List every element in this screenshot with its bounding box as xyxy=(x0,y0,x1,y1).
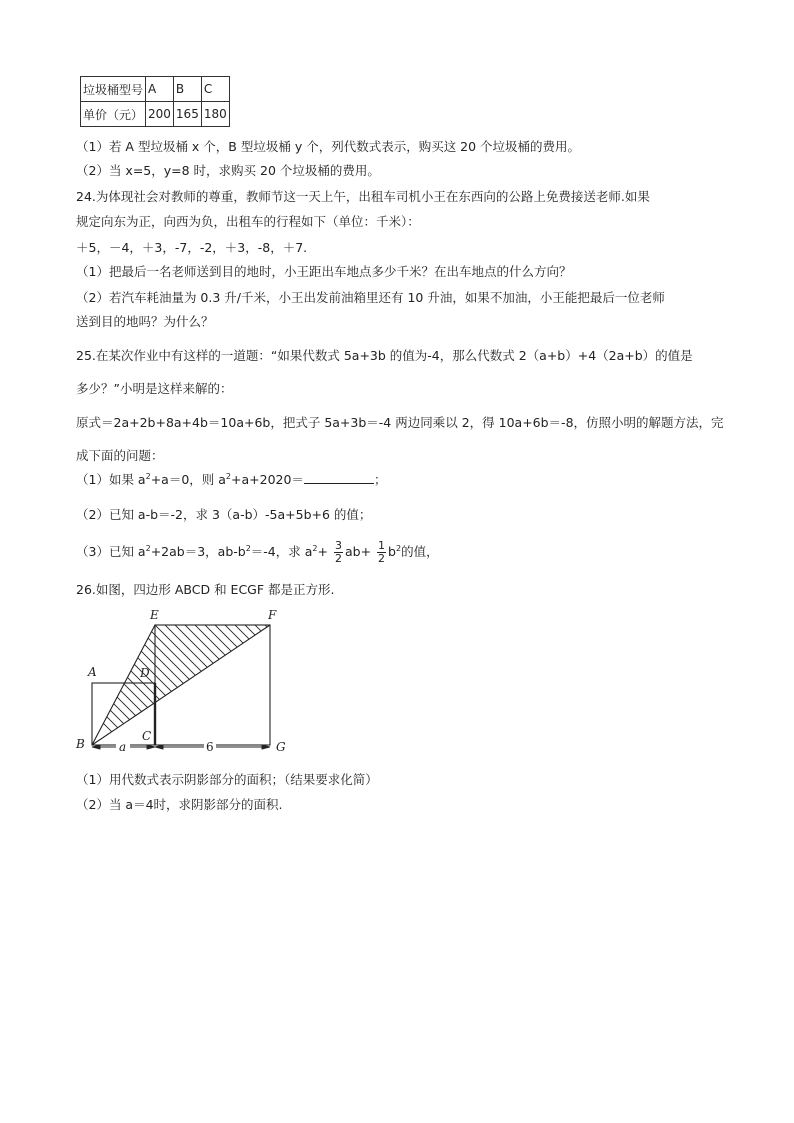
label-f-point: F xyxy=(268,608,277,622)
q25-part3 xyxy=(76,540,439,565)
text-segment: （3）已知 a xyxy=(76,544,146,559)
exponent: 2 xyxy=(312,543,318,553)
label-b-point: B xyxy=(76,737,85,751)
text-segment: 的值， xyxy=(401,544,439,559)
q24-stem-line2: 规定向东为正，向西为负，出租车的行程如下（单位：千米）： xyxy=(76,214,420,229)
q25-stem-line3: 原式＝2a+2b+8a+4b＝10a+6b，把式子 5a+3b＝-4 两边同乘以 2，得 10a+6b＝-8，仿照小明的解题方法，完 xyxy=(76,415,724,430)
exponent: 2 xyxy=(395,543,402,553)
q24-stem-line1: 24.为体现社会对教师的尊重，教师节这一天上午，出租车司机小王在东西向的公路上免费接送老师.如果 xyxy=(76,189,650,204)
exponent: 2 xyxy=(245,543,251,553)
label-side-six: 6 xyxy=(206,740,214,754)
q25-stem-line1: 25.在某次作业中有这样的一道题：“如果代数式 5a+3b 的值为-4，那么代数式 2（a+b）+4（2a+b）的值是 xyxy=(76,348,693,363)
text-segment: ； xyxy=(373,472,387,487)
q26-stem: 26.如图，四边形 ABCD 和 ECGF 都是正方形. xyxy=(76,582,335,597)
fraction-denominator: 2 xyxy=(378,552,386,565)
label-side-a: a xyxy=(119,740,127,754)
table-cell: 200 xyxy=(146,102,174,127)
label-d-point: D xyxy=(140,666,150,680)
q25-stem-line2: 多少？”小明是这样来解的： xyxy=(76,381,233,396)
label-a-point: A xyxy=(88,665,97,679)
exponent: 2 xyxy=(225,471,232,481)
label-c-point: C xyxy=(142,729,152,743)
text-segment: +a+2020＝ xyxy=(231,472,304,487)
label-e-point: E xyxy=(150,608,159,622)
q24-part2-line2: 送到目的地吗？为什么？ xyxy=(76,314,214,329)
q26-part1: （1）用代数式表示阴影部分的面积；（结果要求化简） xyxy=(76,772,378,787)
text-segment: ＝-4，求 a xyxy=(250,544,313,559)
table-cell: B xyxy=(173,77,201,102)
table-cell: C xyxy=(201,77,229,102)
fraction-numerator: 1 xyxy=(378,539,386,552)
exponent: 2 xyxy=(145,471,151,481)
q25-part1 xyxy=(76,470,386,488)
q23-part1: （1）若 A 型垃圾桶 x 个，B 型垃圾桶 y 个，列代数式表示，购买这 20 个垃圾桶的费用。 xyxy=(76,139,581,154)
fraction-denominator: 2 xyxy=(334,552,342,565)
label-g-point: G xyxy=(276,740,286,754)
answer-blank[interactable] xyxy=(304,471,374,484)
exponent: 2 xyxy=(145,543,151,553)
fraction-one-half xyxy=(377,540,386,565)
text-segment: +a＝0，则 a xyxy=(150,472,226,487)
q25-stem-line4: 成下面的问题： xyxy=(76,448,164,463)
price-table xyxy=(80,76,230,127)
table-cell: 180 xyxy=(201,102,229,127)
fraction-numerator: 3 xyxy=(334,539,342,552)
text-segment: b xyxy=(388,544,396,559)
q24-part1: （1）把最后一名老师送到目的地时，小王距出车地点多少千米？在出车地点的什么方向？ xyxy=(76,264,572,279)
geometry-figure xyxy=(70,600,300,765)
table-cell: 垃圾桶型号 xyxy=(81,77,146,102)
q26-part2: （2）当 a＝4时，求阴影部分的面积. xyxy=(76,797,283,812)
text-segment: （1）如果 a xyxy=(76,472,146,487)
table-row xyxy=(81,102,230,127)
q23-part2: （2）当 x=5，y=8 时，求购买 20 个垃圾桶的费用。 xyxy=(76,163,380,178)
table-cell: 单价（元） xyxy=(81,102,146,127)
q24-distances: ＋5，－4，＋3，-7，-2，＋3，-8，＋7. xyxy=(76,240,308,255)
table-header-row xyxy=(81,77,230,102)
table-cell: 165 xyxy=(173,102,201,127)
text-segment: +2ab＝3，ab-b xyxy=(150,544,246,559)
q24-part2-line1: （2）若汽车耗油量为 0.3 升/千米，小王出发前油箱里还有 10 升油，如果不加油，小王能把最后一位老师 xyxy=(76,290,665,305)
segment-bf xyxy=(92,625,270,745)
text-segment: ab+ xyxy=(344,544,372,559)
q25-part2: （2）已知 a-b＝-2，求 3（a-b）-5a+5b+6 的值； xyxy=(76,507,372,522)
fraction-three-halves xyxy=(334,540,343,565)
table-cell: A xyxy=(146,77,174,102)
text-segment: + xyxy=(317,544,328,559)
